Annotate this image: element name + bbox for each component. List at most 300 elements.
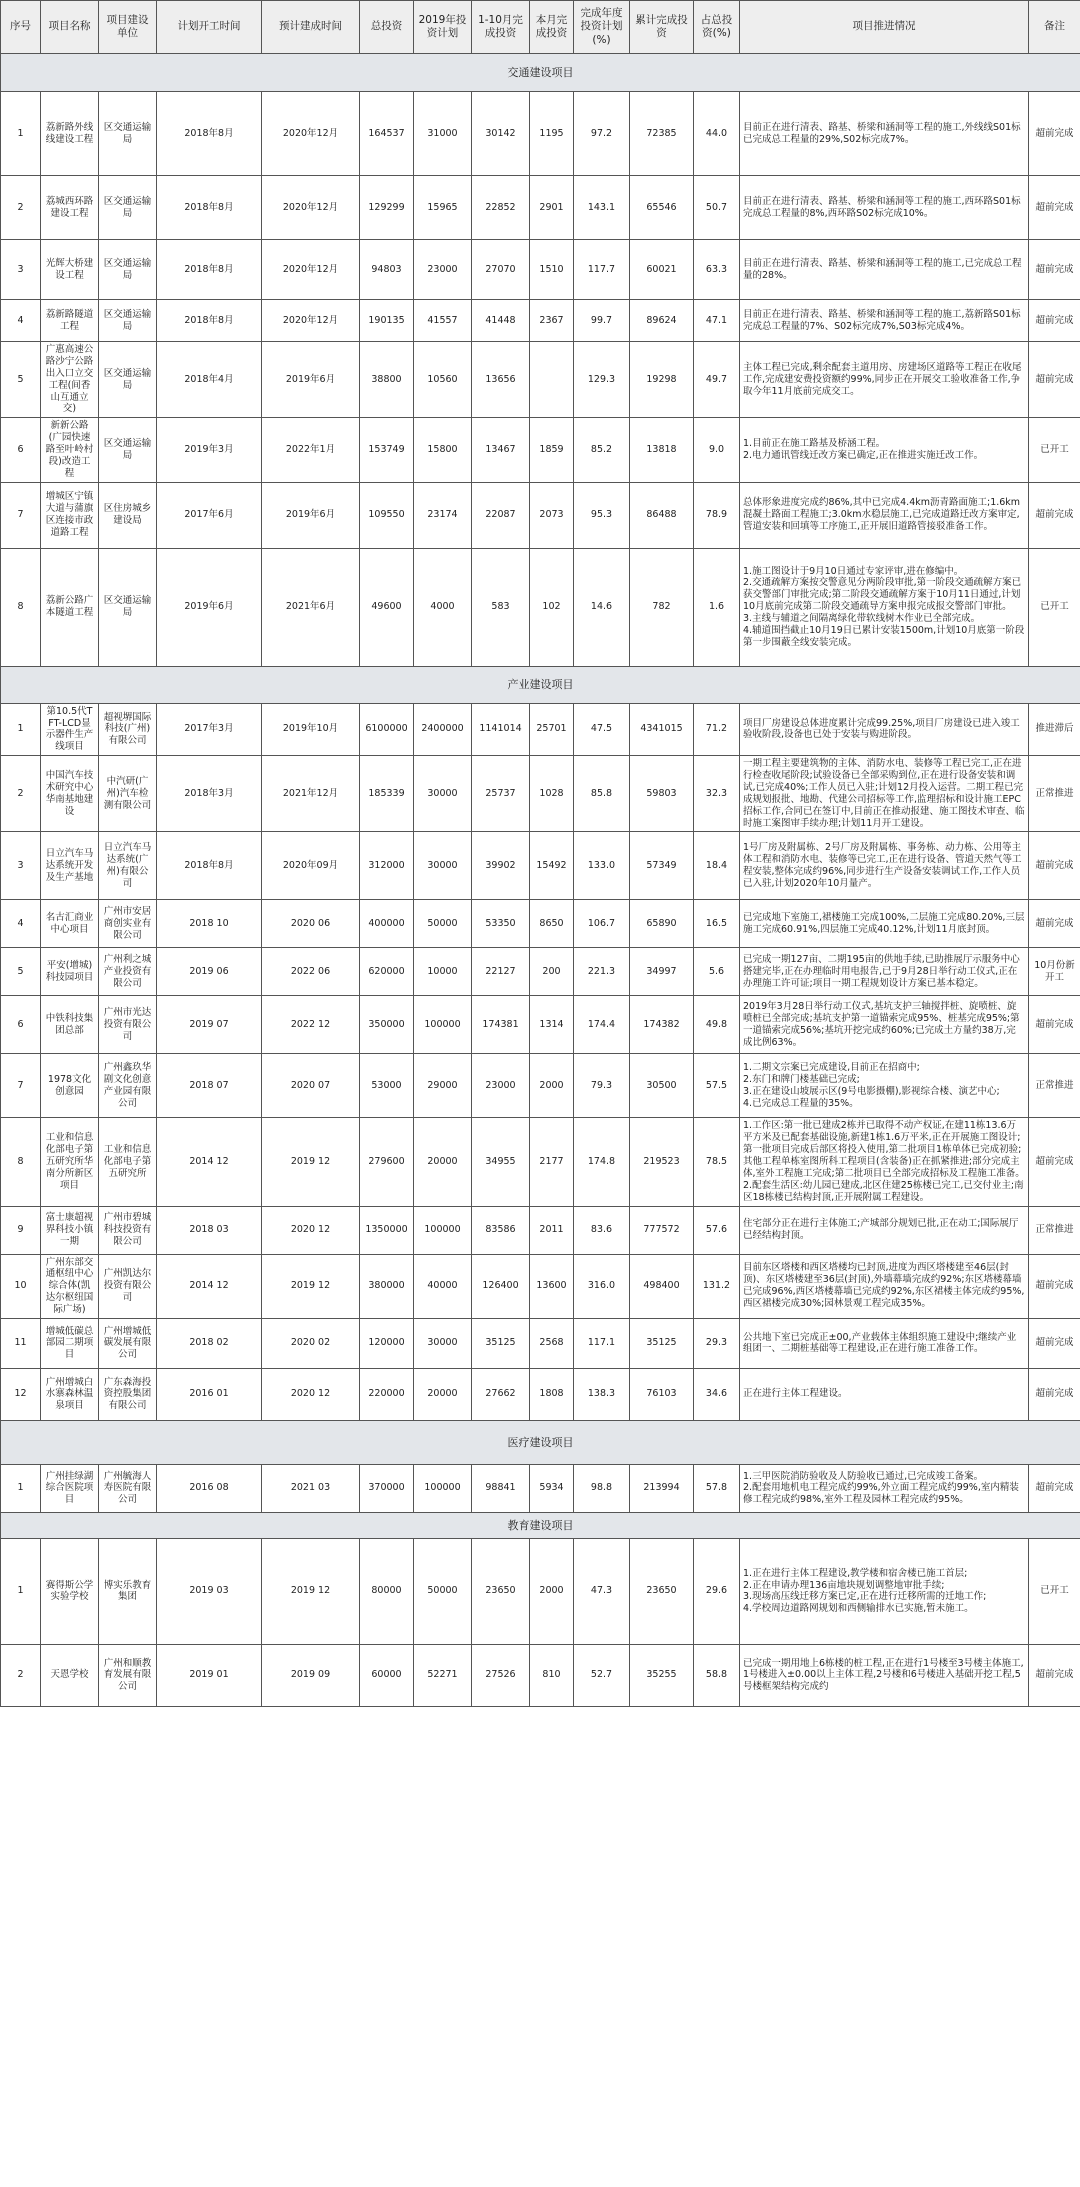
planned-end: 2019年10月 — [262, 703, 360, 756]
annual-plan-pct: 117.7 — [574, 240, 630, 300]
ytd-investment: 30142 — [472, 92, 530, 176]
remark: 已开工 — [1029, 418, 1080, 482]
ytd-investment: 126400 — [472, 1254, 530, 1318]
build-unit: 博实乐教育集团 — [99, 1538, 157, 1644]
annual-plan-pct: 174.8 — [574, 1118, 630, 1206]
cumulative-investment: 72385 — [630, 92, 694, 176]
cumulative-investment: 777572 — [630, 1206, 694, 1254]
plan-2019: 20000 — [414, 1118, 472, 1206]
plan-start: 2017年6月 — [157, 482, 262, 548]
cumulative-investment: 213994 — [630, 1464, 694, 1512]
cumulative-investment: 219523 — [630, 1118, 694, 1206]
planned-end: 2021年12月 — [262, 756, 360, 832]
remark: 超前完成 — [1029, 1368, 1080, 1420]
cumulative-investment: 89624 — [630, 300, 694, 342]
project-name: 富士康超视界科技小镇一期 — [41, 1206, 99, 1254]
planned-end: 2020 06 — [262, 900, 360, 948]
total-investment: 400000 — [360, 900, 414, 948]
row-no: 1 — [1, 703, 41, 756]
total-investment: 220000 — [360, 1368, 414, 1420]
month-investment: 2367 — [530, 300, 574, 342]
share-of-total: 29.3 — [694, 1318, 740, 1368]
ytd-investment: 23650 — [472, 1538, 530, 1644]
project-name: 第10.5代TFT-LCD显示器件生产线项目 — [41, 703, 99, 756]
progress-text: 正在进行主体工程建设。 — [740, 1368, 1029, 1420]
project-name: 增城区宁镇大道与蒲旗区连接市政道路工程 — [41, 482, 99, 548]
row-no: 1 — [1, 1464, 41, 1512]
row-no: 12 — [1, 1368, 41, 1420]
plan-start: 2018 07 — [157, 1054, 262, 1118]
share-of-total: 131.2 — [694, 1254, 740, 1318]
build-unit: 区交通运输局 — [99, 176, 157, 240]
row-no: 2 — [1, 176, 41, 240]
total-investment: 380000 — [360, 1254, 414, 1318]
total-investment: 129299 — [360, 176, 414, 240]
project-name: 光辉大桥建设工程 — [41, 240, 99, 300]
annual-plan-pct: 47.3 — [574, 1538, 630, 1644]
month-investment: 102 — [530, 548, 574, 666]
ytd-investment: 41448 — [472, 300, 530, 342]
project-name: 荔城西环路建设工程 — [41, 176, 99, 240]
row-no: 3 — [1, 832, 41, 900]
progress-text: 已完成一期用地上6栋楼的桩工程,正在进行1号楼至3号楼主体施工,1号楼进入±0.00以上主体工程,2号楼和6号楼进入基础开挖工程,5号楼框架结构完成约 — [740, 1644, 1029, 1706]
table-row — [1, 1644, 1080, 1706]
remark: 10月份新开工 — [1029, 948, 1080, 996]
row-no: 6 — [1, 996, 41, 1054]
progress-text: 住宅部分正在进行主体施工;产城部分规划已批,正在动工;国际展厅已经结构封顶。 — [740, 1206, 1029, 1254]
project-name: 荔新路隧道工程 — [41, 300, 99, 342]
share-of-total: 49.8 — [694, 996, 740, 1054]
share-of-total: 78.5 — [694, 1118, 740, 1206]
col-header-build-unit: 项目建设单位 — [99, 1, 157, 54]
cumulative-investment: 57349 — [630, 832, 694, 900]
col-header-plan-2019: 2019年投资计划 — [414, 1, 472, 54]
cumulative-investment: 34997 — [630, 948, 694, 996]
progress-text: 1号厂房及附属栋、2号厂房及附属栋、事务栋、动力栋、公用等主体工程和消防水电、装修等已完工,正在进行设备、管道天然气等工程安装,整体完成约96%,同步进行生产设备安装调试工作,工作人员已入驻,计划2020年10月量产。 — [740, 832, 1029, 900]
plan-2019: 2400000 — [414, 703, 472, 756]
plan-start: 2018年8月 — [157, 300, 262, 342]
month-investment: 2568 — [530, 1318, 574, 1368]
total-investment: 60000 — [360, 1644, 414, 1706]
cumulative-investment: 4341015 — [630, 703, 694, 756]
planned-end: 2019年6月 — [262, 482, 360, 548]
project-name: 赛得斯公学实验学校 — [41, 1538, 99, 1644]
progress-text: 公共地下室已完成正±00,产业载体主体组织施工建设中;继续产业组团一、二期桩基础等工程建设,正在进行施工准备工作。 — [740, 1318, 1029, 1368]
month-investment: 1195 — [530, 92, 574, 176]
build-unit: 区交通运输局 — [99, 92, 157, 176]
row-no: 6 — [1, 418, 41, 482]
remark: 超前完成 — [1029, 996, 1080, 1054]
row-no: 1 — [1, 1538, 41, 1644]
annual-plan-pct: 133.0 — [574, 832, 630, 900]
progress-text: 目前正在进行清表、路基、桥梁和涵洞等工程的施工,西环路S01标完成总工程量的8%,西环路S02标完成10%。 — [740, 176, 1029, 240]
project-name: 工业和信息化部电子第五研究所华南分所新区项目 — [41, 1118, 99, 1206]
plan-2019: 29000 — [414, 1054, 472, 1118]
plan-2019: 100000 — [414, 996, 472, 1054]
progress-text: 总体形象进度完成约86%,其中已完成4.4km沥青路面施工;1.6km混凝土路面工程施工;3.0km水稳层施工,已完成道路迁改方案审定,管道安装和回填等工序施工,正开展旧道路管接驳准备工作。 — [740, 482, 1029, 548]
build-unit: 区交通运输局 — [99, 342, 157, 418]
progress-text: 1.正在进行主体工程建设,教学楼和宿舍楼已施工首层; 2.正在申请办理136亩地块规划调整地审批手续; 3.现场高压线迁移方案已定,正在进行迁移所需的迁地工作; 4.学校周边道路网规划和西侧输排水已实施,暂未施工。 — [740, 1538, 1029, 1644]
planned-end: 2022年1月 — [262, 418, 360, 482]
ytd-investment: 39902 — [472, 832, 530, 900]
total-investment: 53000 — [360, 1054, 414, 1118]
ytd-investment: 22852 — [472, 176, 530, 240]
cumulative-investment: 782 — [630, 548, 694, 666]
plan-2019: 100000 — [414, 1206, 472, 1254]
remark: 超前完成 — [1029, 240, 1080, 300]
remark: 正常推进 — [1029, 1054, 1080, 1118]
plan-2019: 15800 — [414, 418, 472, 482]
share-of-total: 34.6 — [694, 1368, 740, 1420]
planned-end: 2021 03 — [262, 1464, 360, 1512]
progress-text: 已完成地下室施工,裙楼施工完成100%,二层施工完成80.20%,三层施工完成60.91%,四层施工完成40.12%,计划11月底封顶。 — [740, 900, 1029, 948]
total-investment: 94803 — [360, 240, 414, 300]
annual-plan-pct: 97.2 — [574, 92, 630, 176]
progress-text: 已完成一期127亩、二期195亩的供地手续,已助推展厅示服务中心搭建完毕,正在办理临时用电报告,已于9月28日举行动工仪式,正在办理施工许可证;项目一期工程规划设计方案已基本稳定。 — [740, 948, 1029, 996]
project-name: 广州挂绿湖综合医院项目 — [41, 1464, 99, 1512]
build-unit: 工业和信息化部电子第五研究所 — [99, 1118, 157, 1206]
month-investment: 200 — [530, 948, 574, 996]
ytd-investment: 13467 — [472, 418, 530, 482]
plan-2019: 41557 — [414, 300, 472, 342]
ytd-investment: 27526 — [472, 1644, 530, 1706]
cumulative-investment: 76103 — [630, 1368, 694, 1420]
build-unit: 区交通运输局 — [99, 418, 157, 482]
build-unit: 广州鑫玖华剧文化创意产业园有限公司 — [99, 1054, 157, 1118]
remark: 正常推进 — [1029, 1206, 1080, 1254]
project-name: 荔新路外线线建设工程 — [41, 92, 99, 176]
table-row — [1, 1206, 1080, 1254]
row-no: 1 — [1, 92, 41, 176]
share-of-total: 47.1 — [694, 300, 740, 342]
month-investment: 810 — [530, 1644, 574, 1706]
annual-plan-pct: 129.3 — [574, 342, 630, 418]
ytd-investment: 583 — [472, 548, 530, 666]
plan-2019: 10000 — [414, 948, 472, 996]
plan-start: 2019年6月 — [157, 548, 262, 666]
project-name: 广州东部交通枢纽中心综合体(凯达尔枢纽国际广场) — [41, 1254, 99, 1318]
progress-text: 1.施工图设计于9月10日通过专家评审,进在修编中。 2.交通疏解方案按交警意见分两阶段审批,第一阶段交通疏解方案已获交警部门审批完成;第二阶段交通疏解方案于10月11日通过,计划10月底前完成第二阶段交通疏导方案申报完成报交警部门审批。 3.主线与辅道之间隔离绿化带软线树木作业已全部完成。 4.辅道围挡截止10月19日已累计安装1500m,计划10月底第一阶段第一步围蔽全线安装完成。 — [740, 548, 1029, 666]
row-no: 5 — [1, 342, 41, 418]
annual-plan-pct: 85.8 — [574, 756, 630, 832]
build-unit: 广州市安居商创实业有限公司 — [99, 900, 157, 948]
share-of-total: 58.8 — [694, 1644, 740, 1706]
section-header — [1, 1512, 1080, 1538]
month-investment: 2000 — [530, 1538, 574, 1644]
row-no: 2 — [1, 1644, 41, 1706]
ytd-investment: 22087 — [472, 482, 530, 548]
remark: 已开工 — [1029, 1538, 1080, 1644]
cumulative-investment: 60021 — [630, 240, 694, 300]
plan-start: 2019 01 — [157, 1644, 262, 1706]
share-of-total: 5.6 — [694, 948, 740, 996]
month-investment: 8650 — [530, 900, 574, 948]
section-header — [1, 54, 1080, 92]
plan-2019: 30000 — [414, 832, 472, 900]
plan-start: 2018 02 — [157, 1318, 262, 1368]
progress-text: 项目厂房建设总体进度累计完成99.25%,项目厂房建设已进入竣工验收阶段,设备也已处于安装与购进阶段。 — [740, 703, 1029, 756]
month-investment: 2073 — [530, 482, 574, 548]
section-header — [1, 666, 1080, 703]
col-header-ytd-investment: 1-10月完成投资 — [472, 1, 530, 54]
planned-end: 2019 12 — [262, 1118, 360, 1206]
build-unit: 广州利之城产业投资有限公司 — [99, 948, 157, 996]
month-investment: 1859 — [530, 418, 574, 482]
remark: 超前完成 — [1029, 300, 1080, 342]
progress-text: 一期工程主要建筑物的主体、消防水电、装修等工程已完工,正在进行检查收尾阶段;试验设备已全部采购到位,正在进行设备安装和调试,已完成40%;工作人员已入驻;计划12月投入运营。二期工程已完成规划报批、地勘、代建公司招标等工作,监理招标和设计施工EPC招标工作,合同已在签订中,目前正在推动报建、施工图技术审查、临时施工案图审手续办理;计划11月开工建设。 — [740, 756, 1029, 832]
month-investment: 2000 — [530, 1054, 574, 1118]
ytd-investment: 98841 — [472, 1464, 530, 1512]
plan-start: 2014 12 — [157, 1118, 262, 1206]
plan-2019: 52271 — [414, 1644, 472, 1706]
share-of-total: 32.3 — [694, 756, 740, 832]
planned-end: 2020 07 — [262, 1054, 360, 1118]
project-name: 荔新公路广本隧道工程 — [41, 548, 99, 666]
month-investment: 1314 — [530, 996, 574, 1054]
plan-2019: 10560 — [414, 342, 472, 418]
table-row — [1, 900, 1080, 948]
table-row — [1, 948, 1080, 996]
progress-text: 2019年3月28日举行动工仪式,基坑支护三轴搅拌桩、旋喷桩、旋喷桩已全部完成;基坑支护第一道锚索完成95%、桩基完成95%;第一道锚索完成56%;基坑开挖完成约60%;已完成土方量约38万,完成比例63%。 — [740, 996, 1029, 1054]
planned-end: 2020年12月 — [262, 240, 360, 300]
col-header-planned-end: 预计建成时间 — [262, 1, 360, 54]
plan-2019: 30000 — [414, 1318, 472, 1368]
cumulative-investment: 65890 — [630, 900, 694, 948]
share-of-total: 57.5 — [694, 1054, 740, 1118]
total-investment: 38800 — [360, 342, 414, 418]
total-investment: 49600 — [360, 548, 414, 666]
planned-end: 2019 09 — [262, 1644, 360, 1706]
total-investment: 153749 — [360, 418, 414, 482]
month-investment: 15492 — [530, 832, 574, 900]
progress-text: 1.三甲医院消防验收及人防验收已通过,已完成竣工备案。 2.配套用地机电工程完成约99%,外立面工程完成约99%,室内精装修工程完成约98%,室外工程及园林工程完成约95%。 — [740, 1464, 1029, 1512]
month-investment: 1808 — [530, 1368, 574, 1420]
annual-plan-pct: 106.7 — [574, 900, 630, 948]
col-header-plan-start: 计划开工时间 — [157, 1, 262, 54]
plan-2019: 31000 — [414, 92, 472, 176]
project-name: 广州增城白水寨森林温泉项目 — [41, 1368, 99, 1420]
share-of-total: 9.0 — [694, 418, 740, 482]
annual-plan-pct: 79.3 — [574, 1054, 630, 1118]
month-investment: 5934 — [530, 1464, 574, 1512]
table-row — [1, 1318, 1080, 1368]
row-no: 9 — [1, 1206, 41, 1254]
table-row — [1, 300, 1080, 342]
cumulative-investment: 59803 — [630, 756, 694, 832]
total-investment: 190135 — [360, 300, 414, 342]
cumulative-investment: 498400 — [630, 1254, 694, 1318]
table-row — [1, 756, 1080, 832]
cumulative-investment: 174382 — [630, 996, 694, 1054]
share-of-total: 1.6 — [694, 548, 740, 666]
plan-start: 2018年4月 — [157, 342, 262, 418]
project-name: 新新公路(广园快速路至叶岭村段)改造工程 — [41, 418, 99, 482]
planned-end: 2020 12 — [262, 1368, 360, 1420]
project-name: 名古汇商业中心项目 — [41, 900, 99, 948]
annual-plan-pct: 143.1 — [574, 176, 630, 240]
planned-end: 2020年12月 — [262, 92, 360, 176]
cumulative-investment: 13818 — [630, 418, 694, 482]
annual-plan-pct: 98.8 — [574, 1464, 630, 1512]
planned-end: 2020年09月 — [262, 832, 360, 900]
row-no: 4 — [1, 900, 41, 948]
plan-start: 2018年8月 — [157, 240, 262, 300]
progress-text: 1.工作区:第一批已建成2栋并已取得不动产权证,在建11栋13.6万平方米及已配套基础设施,新建1栋1.6万平米,正在开展施工图设计;第一批项目完成后部区将投入使用,第二批项目1栋单体已完成初验;其他工程单栋室图所科工程项目(含装备)正在抓紧推进;部分完成主体,室外工程施工完成;第二批项目已全部完成招标及工程施工准备。 2.配套生活区:幼儿园已建成,北区住建25栋楼已完工,已交付业主;南区18栋楼已结构封顶,正开展附属工程建设。 — [740, 1118, 1029, 1206]
build-unit: 广州市碧城科技投资有限公司 — [99, 1206, 157, 1254]
planned-end: 2019年6月 — [262, 342, 360, 418]
plan-start: 2018 03 — [157, 1206, 262, 1254]
progress-text: 1.二期文宗案已完成建设,目前正在招商中; 2.东门和牌门楼基础已完成; 3.正在建设山坡展示区(9号电影摄棚),影视综合楼、演艺中心; 4.已完成总工程量的35%。 — [740, 1054, 1029, 1118]
table-row — [1, 703, 1080, 756]
progress-text: 目前正在进行清表、路基、桥梁和涵洞等工程的施工,外线线S01标已完成总工程量的29%,S02标完成7%。 — [740, 92, 1029, 176]
table-row — [1, 176, 1080, 240]
table-row — [1, 342, 1080, 418]
annual-plan-pct: 52.7 — [574, 1644, 630, 1706]
ytd-investment: 25737 — [472, 756, 530, 832]
col-header-total-investment: 总投资 — [360, 1, 414, 54]
build-unit: 广州凯达尔投资有限公司 — [99, 1254, 157, 1318]
ytd-investment: 23000 — [472, 1054, 530, 1118]
build-unit: 广州和顺教育发展有限公司 — [99, 1644, 157, 1706]
header-row — [1, 1, 1080, 54]
section-title: 教育建设项目 — [1, 1512, 1080, 1538]
total-investment: 185339 — [360, 756, 414, 832]
total-investment: 80000 — [360, 1538, 414, 1644]
total-investment: 164537 — [360, 92, 414, 176]
plan-start: 2019 03 — [157, 1538, 262, 1644]
table-row — [1, 1254, 1080, 1318]
build-unit: 中汽研(广州)汽车检测有限公司 — [99, 756, 157, 832]
remark: 超前完成 — [1029, 1464, 1080, 1512]
share-of-total: 50.7 — [694, 176, 740, 240]
row-no: 3 — [1, 240, 41, 300]
progress-text: 1.目前正在施工路基及桥涵工程。 2.电力通讯管线迁改方案已确定,正在推进实施迁改工作。 — [740, 418, 1029, 482]
share-of-total: 44.0 — [694, 92, 740, 176]
progress-text: 主体工程已完成,剩余配套主道用房、房建场区道路等工程正在收尾工作,完成建安费投资额约99%,同步正在开展交工验收准备工作,争取今年11月底前完成交工。 — [740, 342, 1029, 418]
plan-2019: 23000 — [414, 240, 472, 300]
build-unit: 区交通运输局 — [99, 300, 157, 342]
project-name: 1978文化创意园 — [41, 1054, 99, 1118]
remark: 超前完成 — [1029, 832, 1080, 900]
plan-start: 2014 12 — [157, 1254, 262, 1318]
total-investment: 350000 — [360, 996, 414, 1054]
plan-start: 2018年8月 — [157, 832, 262, 900]
cumulative-investment: 65546 — [630, 176, 694, 240]
col-header-remark: 备注 — [1029, 1, 1080, 54]
remark: 超前完成 — [1029, 1254, 1080, 1318]
total-investment: 1350000 — [360, 1206, 414, 1254]
table-row — [1, 1538, 1080, 1644]
annual-plan-pct: 47.5 — [574, 703, 630, 756]
progress-text: 目前正在进行清表、路基、桥梁和涵洞等工程的施工,已完成总工程量的28%。 — [740, 240, 1029, 300]
share-of-total: 57.8 — [694, 1464, 740, 1512]
project-name: 增城低碳总部园二期项目 — [41, 1318, 99, 1368]
table-row — [1, 92, 1080, 176]
month-investment: 1510 — [530, 240, 574, 300]
table-row — [1, 482, 1080, 548]
section-title: 交通建设项目 — [1, 54, 1080, 92]
planned-end: 2020 02 — [262, 1318, 360, 1368]
share-of-total: 57.6 — [694, 1206, 740, 1254]
plan-2019: 40000 — [414, 1254, 472, 1318]
annual-plan-pct: 99.7 — [574, 300, 630, 342]
section-header — [1, 1420, 1080, 1464]
project-name: 广惠高速公路沙宁公路出入口立交工程(间香山互通立交) — [41, 342, 99, 418]
planned-end: 2021年6月 — [262, 548, 360, 666]
planned-end: 2020 12 — [262, 1206, 360, 1254]
share-of-total: 18.4 — [694, 832, 740, 900]
planned-end: 2022 12 — [262, 996, 360, 1054]
ytd-investment: 174381 — [472, 996, 530, 1054]
col-header-progress-text: 项目推进情况 — [740, 1, 1029, 54]
total-investment: 620000 — [360, 948, 414, 996]
plan-start: 2018 10 — [157, 900, 262, 948]
remark: 超前完成 — [1029, 1118, 1080, 1206]
cumulative-investment: 35125 — [630, 1318, 694, 1368]
annual-plan-pct: 85.2 — [574, 418, 630, 482]
table-row — [1, 418, 1080, 482]
row-no: 8 — [1, 548, 41, 666]
total-investment: 312000 — [360, 832, 414, 900]
planned-end: 2019 12 — [262, 1254, 360, 1318]
project-name: 中国汽车技术研究中心华南基地建设 — [41, 756, 99, 832]
row-no: 11 — [1, 1318, 41, 1368]
ytd-investment: 53350 — [472, 900, 530, 948]
table-row — [1, 1464, 1080, 1512]
table-row — [1, 240, 1080, 300]
col-header-month-investment: 本月完成投资 — [530, 1, 574, 54]
build-unit: 日立汽车马达系统(广州)有限公司 — [99, 832, 157, 900]
plan-2019: 15965 — [414, 176, 472, 240]
total-investment: 6100000 — [360, 703, 414, 756]
row-no: 4 — [1, 300, 41, 342]
annual-plan-pct: 138.3 — [574, 1368, 630, 1420]
remark: 超前完成 — [1029, 482, 1080, 548]
project-name: 中铁科技集团总部 — [41, 996, 99, 1054]
ytd-investment: 83586 — [472, 1206, 530, 1254]
plan-start: 2018年8月 — [157, 92, 262, 176]
plan-2019: 20000 — [414, 1368, 472, 1420]
cumulative-investment: 19298 — [630, 342, 694, 418]
build-unit: 广州毓海人寿医院有限公司 — [99, 1464, 157, 1512]
remark: 超前完成 — [1029, 92, 1080, 176]
table-row — [1, 996, 1080, 1054]
plan-2019: 23174 — [414, 482, 472, 548]
row-no: 2 — [1, 756, 41, 832]
remark: 正常推进 — [1029, 756, 1080, 832]
ytd-investment: 13656 — [472, 342, 530, 418]
col-header-row-no: 序号 — [1, 1, 41, 54]
plan-start: 2017年3月 — [157, 703, 262, 756]
build-unit: 广东森海投资控股集团有限公司 — [99, 1368, 157, 1420]
plan-start: 2019 07 — [157, 996, 262, 1054]
build-unit: 区住房城乡建设局 — [99, 482, 157, 548]
share-of-total: 78.9 — [694, 482, 740, 548]
month-investment: 25701 — [530, 703, 574, 756]
cumulative-investment: 23650 — [630, 1538, 694, 1644]
row-no: 7 — [1, 482, 41, 548]
col-header-annual-plan-pct: 完成年度投资计划(%) — [574, 1, 630, 54]
build-unit: 超视堺国际科技(广州)有限公司 — [99, 703, 157, 756]
planned-end: 2019 12 — [262, 1538, 360, 1644]
annual-plan-pct: 117.1 — [574, 1318, 630, 1368]
remark: 超前完成 — [1029, 1318, 1080, 1368]
plan-start: 2016 08 — [157, 1464, 262, 1512]
plan-2019: 100000 — [414, 1464, 472, 1512]
total-investment: 120000 — [360, 1318, 414, 1368]
annual-plan-pct: 221.3 — [574, 948, 630, 996]
project-name: 日立汽车马达系统开发及生产基地 — [41, 832, 99, 900]
